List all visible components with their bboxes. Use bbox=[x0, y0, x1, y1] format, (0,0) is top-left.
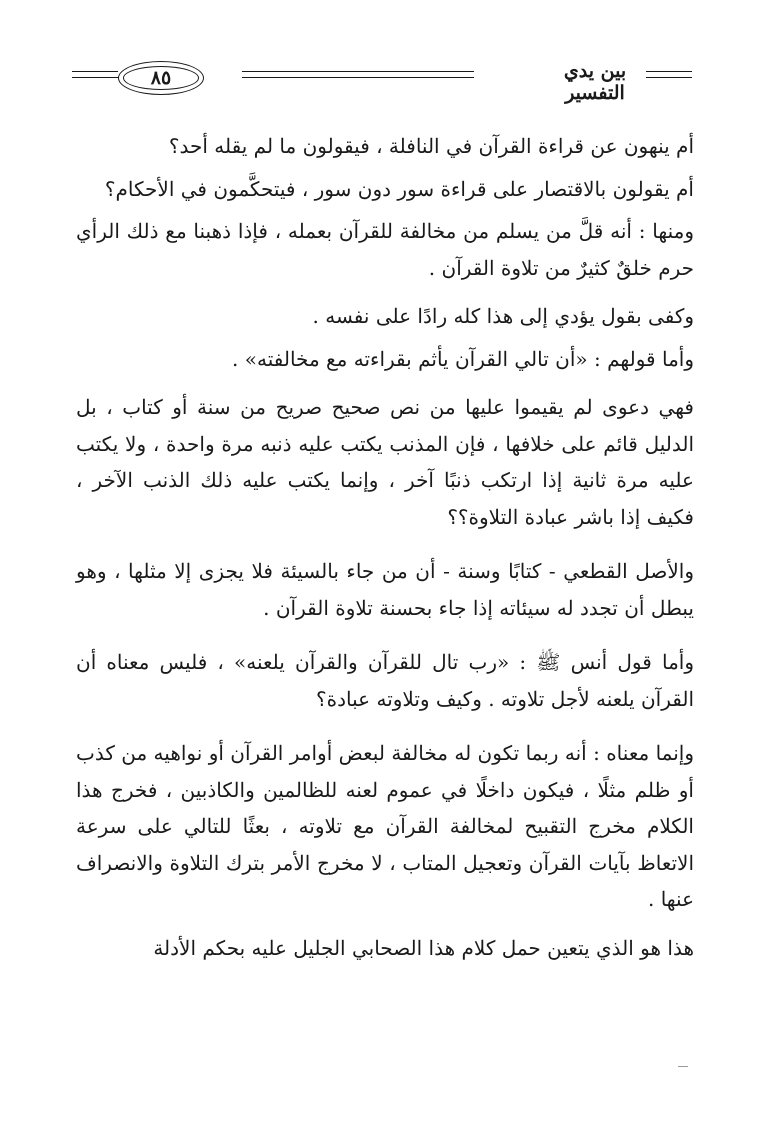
paragraph: والأصل القطعي - كتابًا وسنة - أن من جاء بالسيئة فلا يجزى إلا مثلها ، وهو يبطل أن تجدد له سيئاته إذا جاء بحسنة تلاوة القرآن . bbox=[76, 559, 694, 620]
paragraph: أم ينهون عن قراءة القرآن في النافلة ، فيقولون ما لم يقله أحد؟ bbox=[168, 134, 694, 158]
header-rule-left-top bbox=[72, 71, 118, 72]
header-rule-bottom bbox=[242, 77, 474, 78]
running-header bbox=[72, 58, 694, 102]
header-rule-right-bottom bbox=[646, 77, 692, 78]
book-title: بين يدي التفسير bbox=[563, 60, 627, 104]
paragraph: وأما قول أنس ﷺ : «رب تال للقرآن والقرآن يلعنه» ، فليس معناه أن القرآن يلعنه لأجل تلاوته . وكيف وتلاوته عبادة؟ bbox=[76, 650, 694, 711]
paragraph: ومنها : أنه قلَّ من يسلم من مخالفة للقرآن بعمله ، فإذا ذهبنا مع ذلك الرأي حرم خلقٌ كثيرٌ من تلاوة القرآن . bbox=[76, 219, 694, 280]
paragraph: أم يقولون بالاقتصار على قراءة سور دون سور ، فيتحكَّمون في الأحكام؟ bbox=[104, 176, 694, 201]
page-body bbox=[76, 128, 694, 966]
header-rule-left-bottom bbox=[72, 77, 118, 78]
paragraph: وأما قولهم : «أن تالي القرآن يأثم بقراءته مع مخالفته» . bbox=[232, 346, 694, 371]
paragraph: هذا هو الذي يتعين حمل كلام هذا الصحابي الجليل عليه بحكم الأدلة bbox=[153, 935, 694, 960]
paragraph: وإنما معناه : أنه ربما تكون له مخالفة لبعض أوامر القرآن أو نواهيه من كذب أو ظلم مثلًا ، فيكون داخلًا في عموم لعنه للظالمين والكاذبين ، فخرج هذا الكلام مخرج التقبيح لمخالفة القرآن مع تلاوته ، بعثًا للتالي على سرعة الاتعاظ بآيات القرآن وتعجيل المتاب ، لا مخرج الأمر بترك التلاوة والانصراف عنها . bbox=[76, 741, 694, 911]
paragraph: فهي دعوى لم يقيموا عليها من نص صحيح صريح من سنة أو كتاب ، بل الدليل قائم على خلافها ، فإن المذنب يكتب عليه ذنبه مرة واحدة ، ولا يكتب عليه مرة ثانية إذا ارتكب ذنبًا آخر ، وإنما يكتب عليه ذلك الذنب الآخر ، فكيف إذا باشر عبادة التلاوة؟؟ bbox=[76, 395, 694, 529]
header-rule-right-top bbox=[646, 71, 692, 72]
paragraph: وكفى بقول يؤدي إلى هذا كله رادًا على نفسه . bbox=[312, 304, 694, 328]
page-number-badge bbox=[118, 61, 204, 95]
header-rule-top bbox=[242, 71, 474, 72]
page-number: ٨٥ bbox=[150, 67, 172, 89]
page-mark bbox=[678, 1066, 688, 1067]
